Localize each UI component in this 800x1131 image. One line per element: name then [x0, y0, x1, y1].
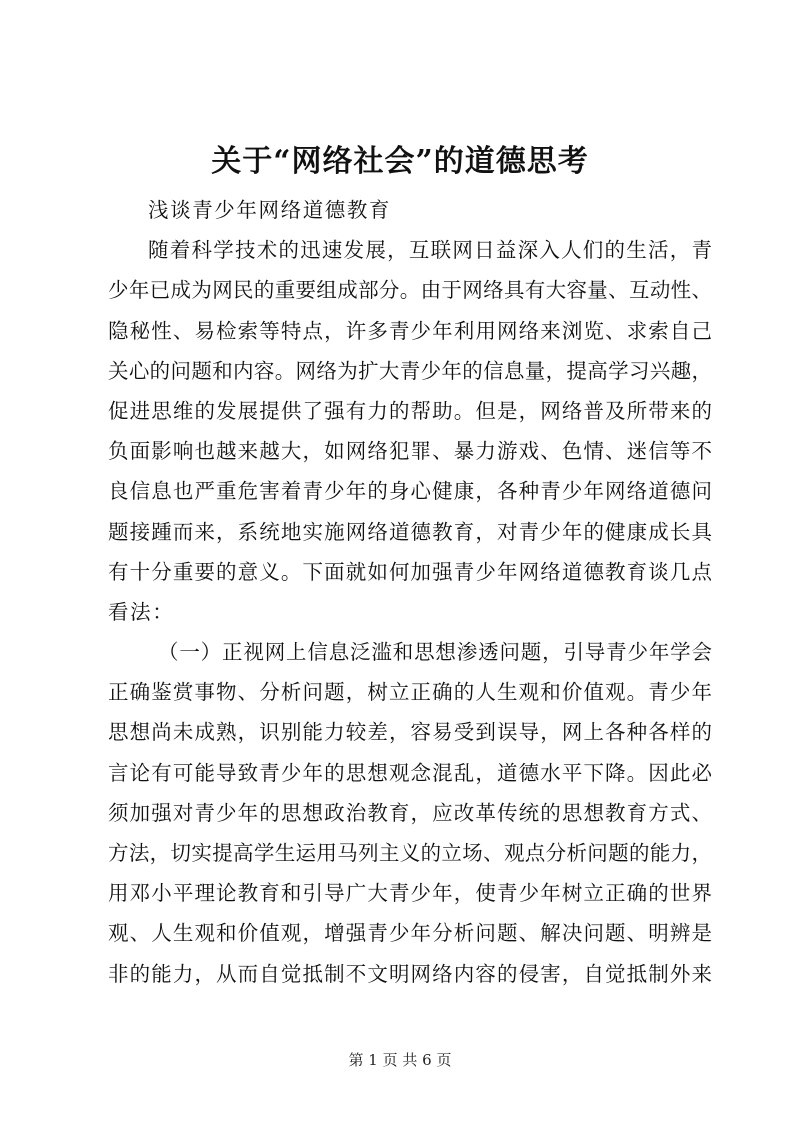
document-title: 关于“网络社会”的道德思考: [211, 144, 589, 179]
paragraph-line: 随着科学技术的迅速发展，互联网日益深入人们的生活，青: [148, 238, 712, 263]
document-body: [108, 190, 712, 994]
paragraph-line: 少年已成为网民的重要组成部分。由于网络具有大容量、互动性、: [108, 278, 712, 303]
paragraph-line: 负面影响也越来越大，如网络犯罪、暴力游戏、色情、迷信等不: [108, 439, 712, 464]
paragraph-line: 思想尚未成熟，识别能力较差，容易受到误导，网上各种各样的: [108, 720, 712, 745]
paragraph-line: 关心的问题和内容。网络为扩大青少年的信息量，提高学习兴趣，: [108, 358, 712, 383]
paragraph-line: 隐秘性、易检索等特点，许多青少年利用网络来浏览、求索自己: [108, 318, 712, 343]
paragraph-line: 正确鉴赏事物、分析问题，树立正确的人生观和价值观。青少年: [108, 680, 712, 705]
paragraph-line: （一）正视网上信息泛滥和思想渗透问题，引导青少年学会: [158, 640, 712, 665]
paragraph-line: 非的能力，从而自觉抵制不文明网络内容的侵害，自觉抵制外来: [108, 961, 712, 986]
paragraph-line: 良信息也严重危害着青少年的身心健康，各种青少年网络道德问: [108, 479, 712, 504]
paragraph-line: 题接踵而来，系统地实施网络道德教育，对青少年的健康成长具: [108, 519, 712, 544]
paragraph-line: 言论有可能导致青少年的思想观念混乱，道德水平下降。因此必: [108, 760, 712, 785]
page-indicator: 第 1 页 共 6 页: [348, 1051, 452, 1069]
paragraph-line: 促进思维的发展提供了强有力的帮助。但是，网络普及所带来的: [108, 398, 712, 423]
paragraph-line: 用邓小平理论教育和引导广大青少年，使青少年树立正确的世界: [108, 881, 712, 906]
paragraph-line: 观、人生观和价值观，增强青少年分析问题、解决问题、明辨是: [108, 921, 712, 946]
paragraph-line: 有十分重要的意义。下面就如何加强青少年网络道德教育谈几点: [108, 559, 712, 584]
paragraph-line: 看法：: [108, 599, 175, 624]
document-subtitle: 浅谈青少年网络道德教育: [148, 198, 392, 222]
paragraph-line: 须加强对青少年的思想政治教育，应改革传统的思想教育方式、: [108, 800, 712, 825]
paragraph-line: 方法，切实提高学生运用马列主义的立场、观点分析问题的能力，: [108, 841, 712, 865]
